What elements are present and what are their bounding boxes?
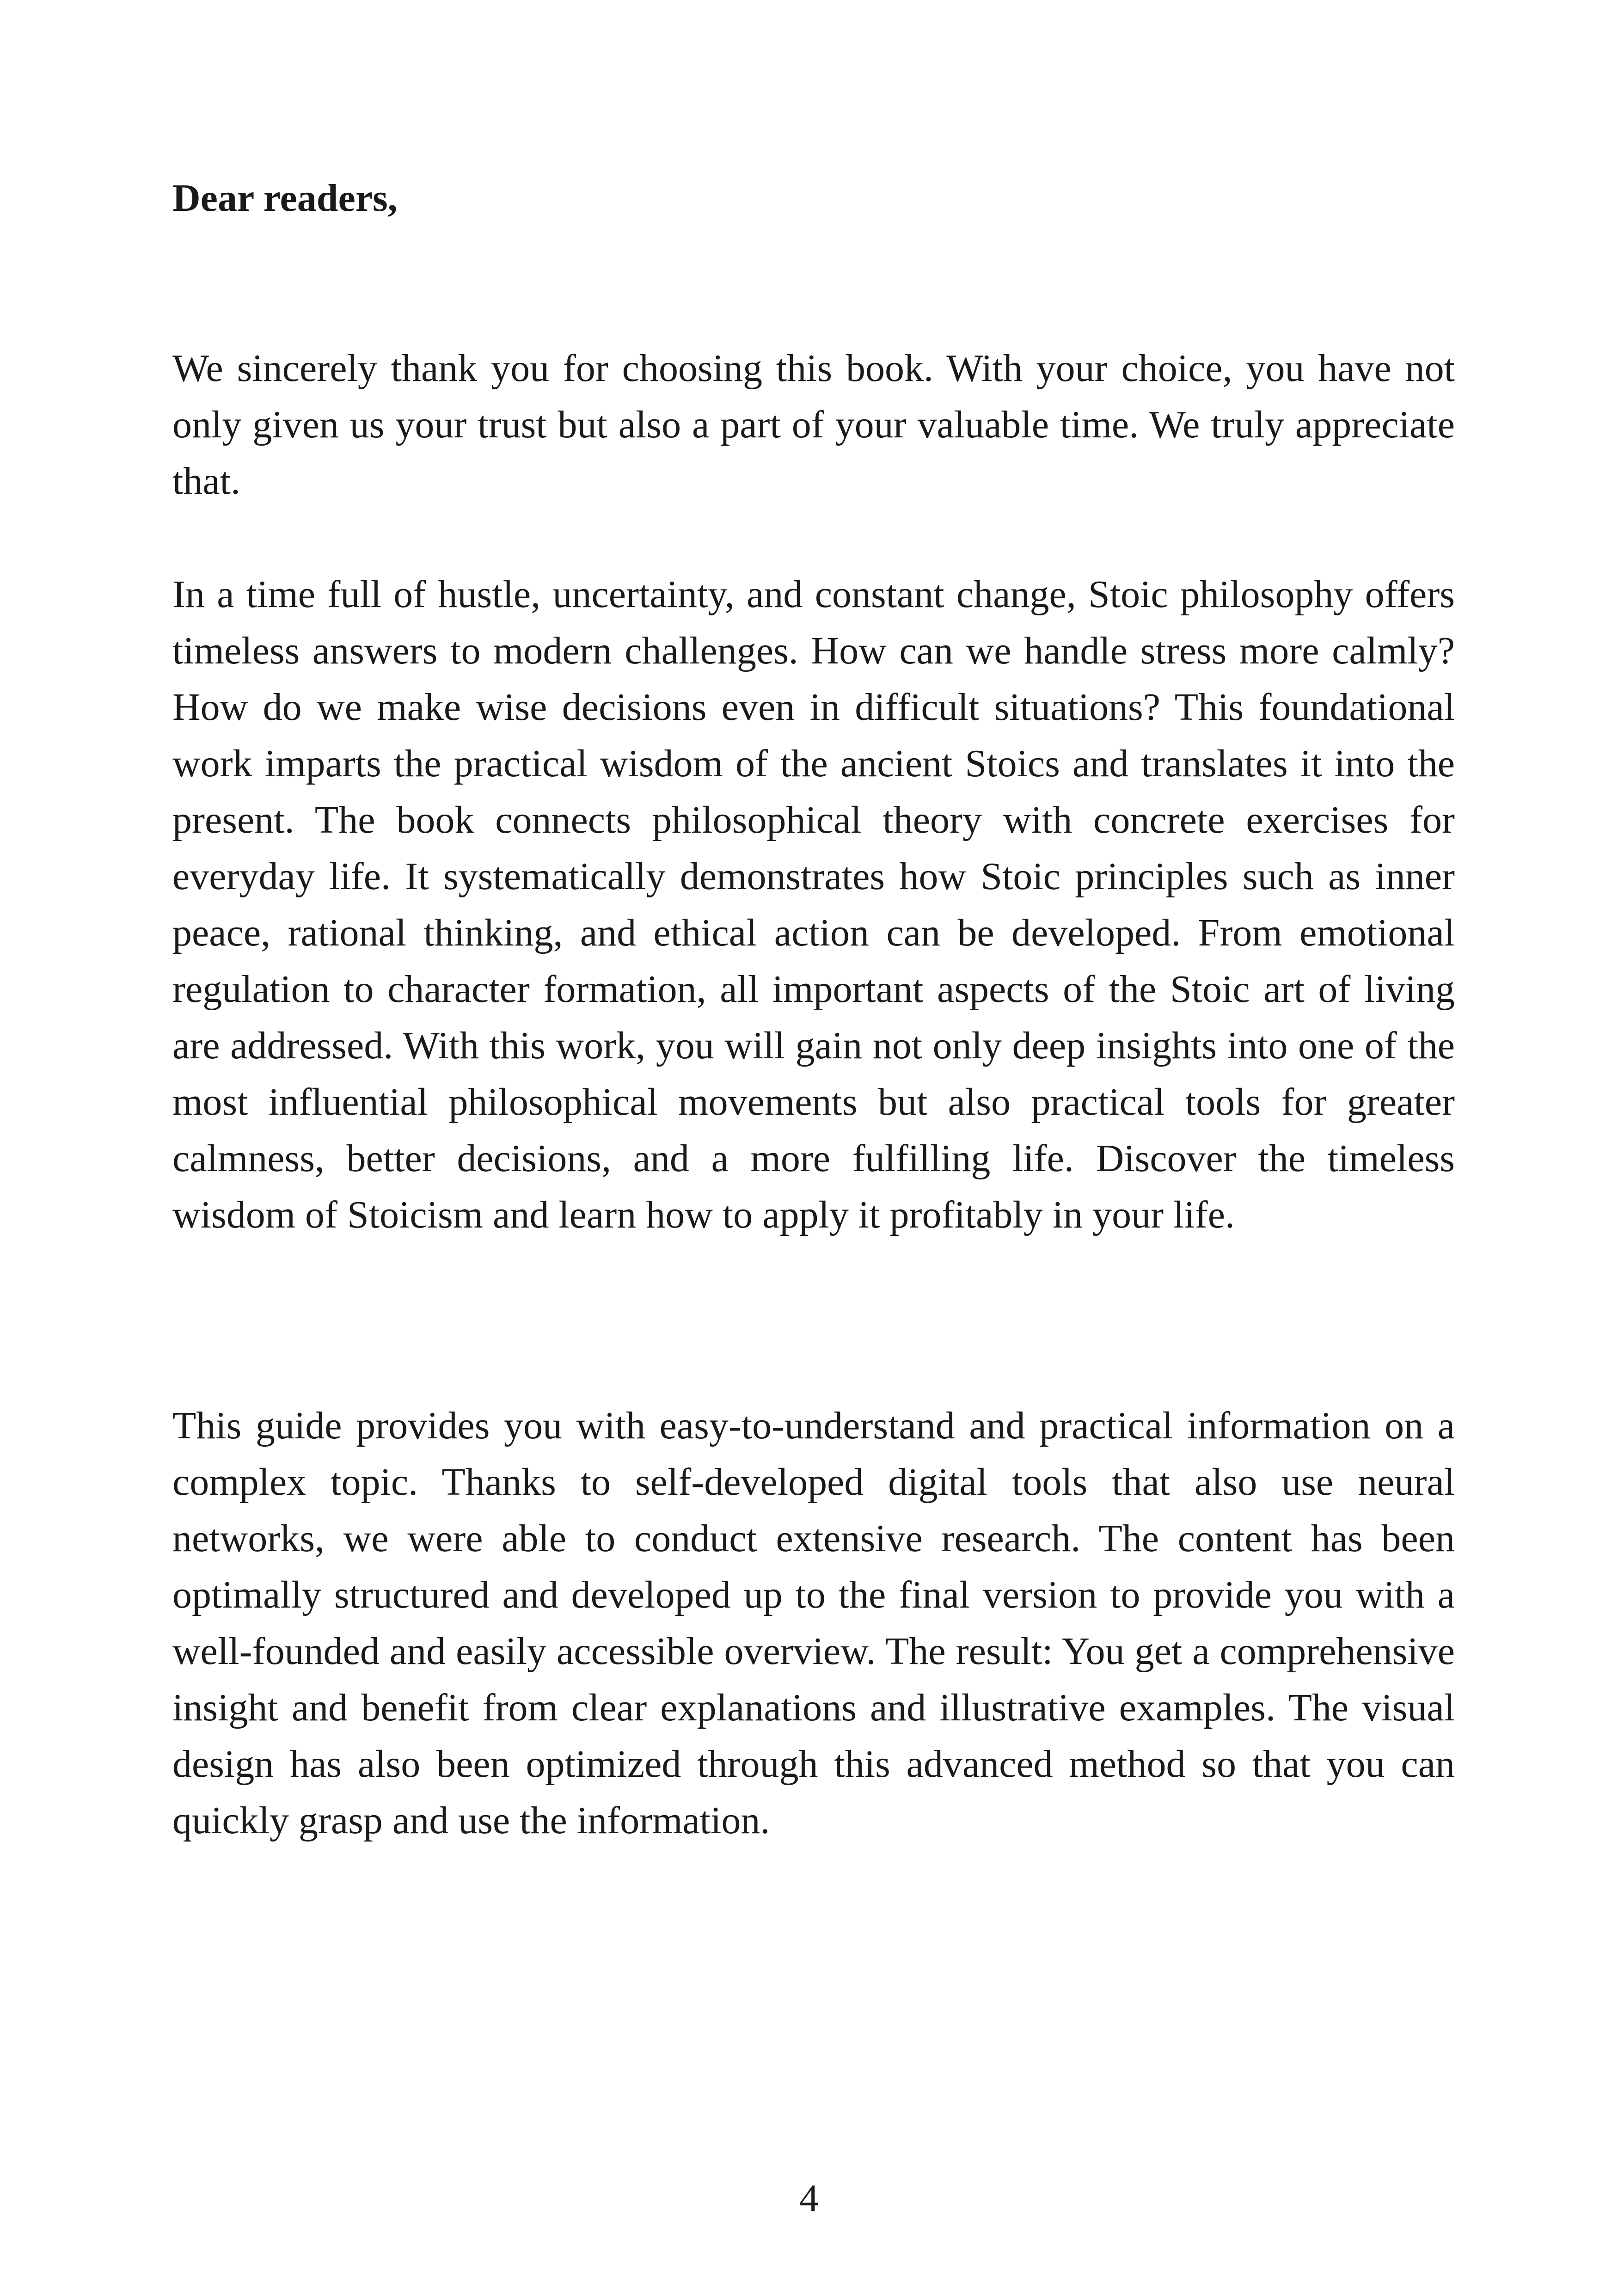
paragraph-guide-method: This guide provides you with easy-to-understand and practical information on a complex topic. Thanks to self-developed digital tools that also use neural networks, we were able to conduct extensive research. The content has been optimally structured and developed up to the final version to provide you with a well-founded and easily accessible overview. The result: You get a comprehensive insight and benefit from clear explanations and illustrative examples. The visual design has also been optimized through this advanced method so that you can quickly grasp and use the information. [172,1404,1455,1842]
paragraph-thanks: We sincerely thank you for choosing this book. With your choice, you have not only given us your trust but also a part of your valuable time. We truly appreciate that. [172,347,1455,503]
paragraph-stoic-philosophy: In a time full of hustle, uncertainty, and constant change, Stoic philosophy offers timeless answers to modern challenges. How can we handle stress more calmly? How do we make wise decisions even in difficult situations? This foundational work imparts the practical wisdom of the ancient Stoics and translates it into the present. The book connects philosophical theory with concrete exercises for everyday life. It systematically demonstrates how Stoic principles such as inner peace, rational thinking, and ethical action can be developed. From emotional regulation to character formation, all important aspects of the Stoic art of living are addressed. With this work, you will gain not only deep insights into one of the most influential philosophical movements but also practical tools for greater calmness, better decisions, and a more fulfilling life. Discover the timeless wisdom of Stoicism and learn how to apply it profitably in your life. [172,573,1455,1236]
greeting-heading: Dear readers, [172,177,398,220]
page-number: 4 [799,2177,819,2220]
